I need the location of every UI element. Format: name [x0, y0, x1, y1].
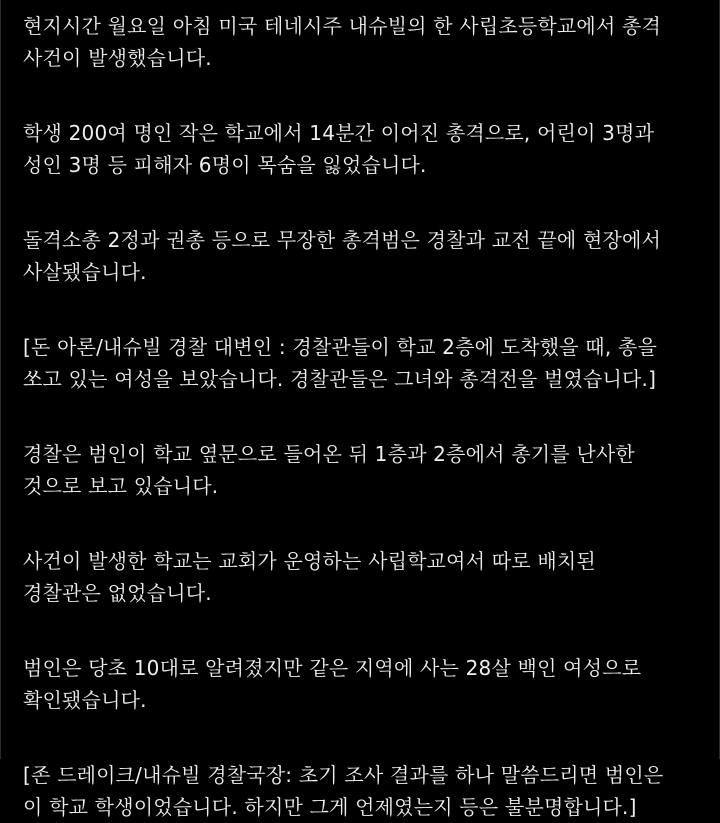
- paragraph-victims: [23, 117, 713, 181]
- quote-line: [돈 아론/내슈빌 경찰 대변인 : 경찰관들이 학교 2층에 도착했을 때, 총을: [23, 335, 657, 359]
- article-body: [23, 10, 713, 823]
- paragraph-line: 범인은 당초 10대로 알려졌지만 같은 지역에 사는 28살 백인 여성으로: [23, 656, 642, 680]
- paragraph-shooter-identity: [23, 652, 713, 716]
- paragraph-shooter-killed: [23, 224, 713, 288]
- paragraph-line: 경찰관은 없었습니다.: [23, 581, 212, 605]
- paragraph-line: 경찰은 범인이 학교 옆문으로 들어온 뒤 1층과 2층에서 총기를 난사한: [23, 442, 635, 466]
- paragraph-line: 돌격소총 2정과 권총 등으로 무장한 총격범은 경찰과 교전 끝에 현장에서: [23, 228, 662, 252]
- paragraph-entry-route: [23, 438, 713, 502]
- paragraph-line: 사건이 발생했습니다.: [23, 46, 212, 70]
- quote-police-chief: [23, 759, 713, 823]
- paragraph-line: 확인됐습니다.: [23, 688, 147, 712]
- paragraph-line: 것으로 보고 있습니다.: [23, 474, 219, 498]
- quote-line: 쏘고 있는 여성을 보았습니다. 경찰관들은 그녀와 총격전을 벌였습니다.]: [23, 367, 657, 391]
- paragraph-line: 사건이 발생한 학교는 교회가 운영하는 사립학교여서 따로 배치된: [23, 549, 596, 573]
- quote-police-spokesperson: [23, 331, 713, 395]
- paragraph-shooting-incident: [23, 10, 713, 74]
- paragraph-line: 현지시간 월요일 아침 미국 테네시주 내슈빌의 한 사립초등학교에서 총격: [23, 14, 662, 38]
- paragraph-school-info: [23, 545, 713, 609]
- paragraph-line: 학생 200여 명인 작은 학교에서 14분간 이어진 총격으로, 어린이 3명과: [23, 121, 655, 145]
- quote-line: 이 학교 학생이었습니다. 하지만 그게 언제였는지 등은 불분명합니다.]: [23, 795, 637, 819]
- quote-line: [존 드레이크/내슈빌 경찰국장: 초기 조사 결과를 하나 말씀드리면 범인은: [23, 763, 664, 787]
- paragraph-line: 사살됐습니다.: [23, 260, 147, 284]
- paragraph-line: 성인 3명 등 피해자 6명이 목숨을 잃었습니다.: [23, 153, 427, 177]
